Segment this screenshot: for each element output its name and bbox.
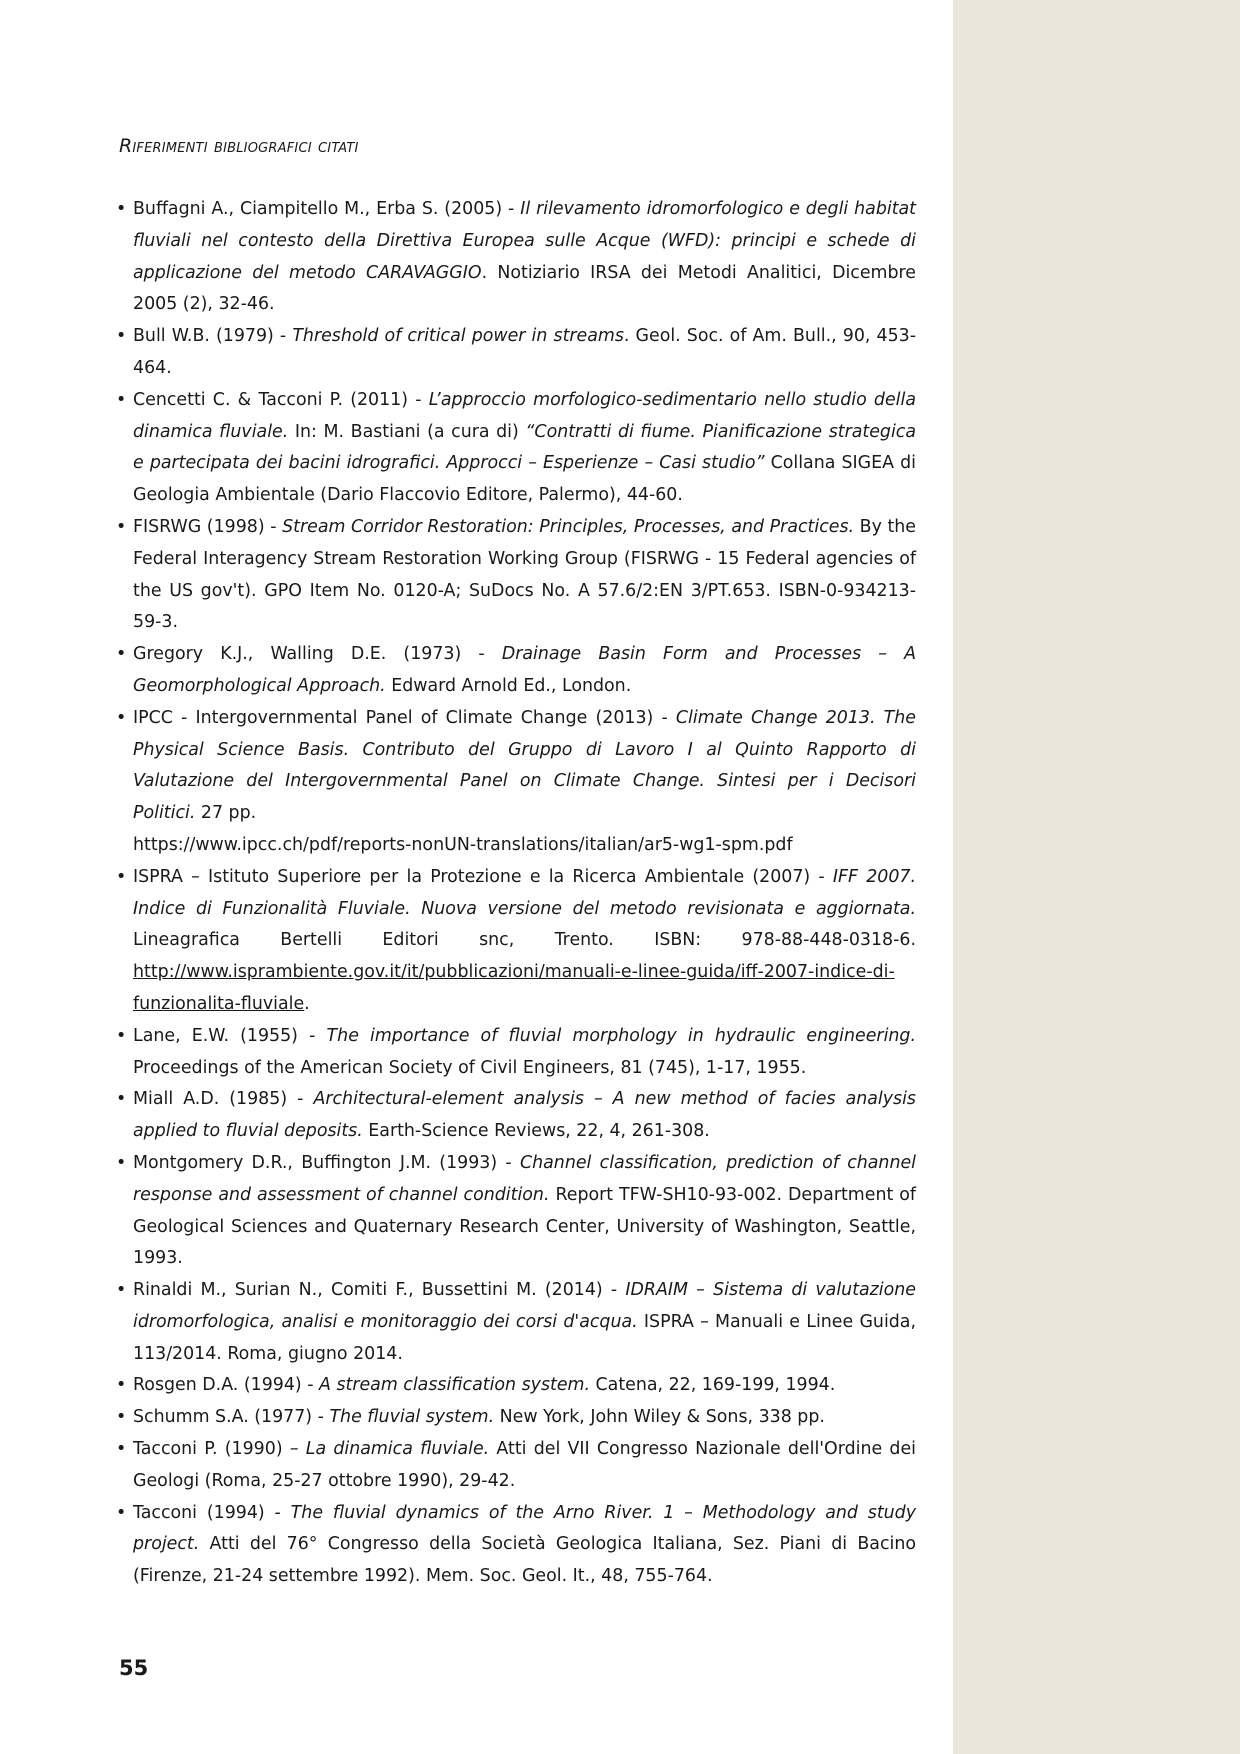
reference-source: Earth-Science Reviews, 22, 4, 261-308.: [362, 1121, 710, 1142]
reference-item: [116, 1370, 916, 1402]
reference-source-secondary: .: [304, 993, 310, 1014]
reference-authors: Tacconi P. (1990) –: [133, 1439, 306, 1460]
reference-item: [116, 862, 916, 1021]
reference-authors: Montgomery D.R., Buffington J.M. (1993) -: [133, 1152, 520, 1173]
reference-source: Catena, 22, 169-199, 1994.: [590, 1375, 836, 1396]
bullet-icon: •: [116, 1280, 127, 1301]
reference-authors: Bull W.B. (1979) -: [133, 326, 293, 347]
reference-authors: Gregory K.J., Walling D.E. (1973) -: [133, 644, 502, 665]
section-heading: Riferimenti bibliografici citati: [119, 135, 359, 157]
reference-item: [116, 1434, 916, 1498]
reference-item: [116, 321, 916, 385]
reference-item: [116, 1275, 916, 1370]
reference-source: Proceedings of the American Society of Civil Engineers, 81 (745), 1-17, 1955.: [133, 1057, 807, 1078]
page-number: 55: [119, 1656, 149, 1680]
reference-authors: Rinaldi M., Surian N., Comiti F., Bussettini M. (2014) -: [133, 1280, 626, 1301]
reference-title: IFF 2007. Indice di Funzionalità Fluviale. Nuova versione del metodo revisionata e aggiornata.: [133, 866, 916, 919]
bullet-icon: •: [116, 516, 127, 537]
reference-source: New York, John Wiley & Sons, 338 pp.: [494, 1407, 825, 1428]
reference-item: [116, 385, 916, 512]
bullet-icon: •: [116, 1502, 127, 1523]
reference-item: [116, 703, 916, 862]
reference-authors: Rosgen D.A. (1994) -: [133, 1375, 320, 1396]
reference-title: Channel classification, prediction of channel response and assessment of channel condition.: [133, 1152, 917, 1205]
reference-source-secondary: Collana SIGEA di Geologia Ambientale (Dario Flaccovio Editore, Palermo), 44-60.: [133, 453, 917, 506]
reference-url: https://www.ipcc.ch/pdf/reports-nonUN-translations/italian/ar5-wg1-spm.pdf: [133, 834, 793, 855]
decorative-side-band: [953, 0, 1240, 1754]
reference-authors: FISRWG (1998) -: [133, 516, 283, 537]
reference-item: [116, 512, 916, 639]
reference-authors: ISPRA – Istituto Superiore per la Protezione e la Ricerca Ambientale (2007) -: [133, 866, 833, 887]
bullet-icon: •: [116, 1375, 127, 1396]
reference-authors: Schumm S.A. (1977) -: [133, 1407, 330, 1428]
reference-authors: Miall A.D. (1985) -: [133, 1089, 314, 1110]
bullet-icon: •: [116, 1439, 127, 1460]
reference-source: Report TFW-SH10-93-002. Department of Geological Sciences and Quaternary Research Center, University of Washington, Seattle, 1993.: [133, 1184, 917, 1269]
bullet-icon: •: [116, 866, 127, 887]
reference-source: Atti del VII Congresso Nazionale dell'Ordine dei Geologi (Roma, 25-27 ottobre 1990), 29-42.: [133, 1439, 916, 1491]
reference-source: 27 pp.: [195, 803, 257, 824]
bullet-icon: •: [116, 199, 127, 219]
reference-title: The fluvial dynamics of the Arno River. 1 – Methodology and study project.: [133, 1502, 917, 1555]
bullet-icon: •: [116, 326, 127, 347]
reference-item: [116, 1498, 916, 1593]
reference-title: Drainage Basin Form and Processes – A Geomorphological Approach.: [133, 644, 917, 696]
reference-title: A stream classification system.: [319, 1375, 590, 1396]
bullet-icon: •: [116, 707, 127, 728]
reference-item: [116, 1148, 916, 1275]
reference-authors: IPCC - Intergovernmental Panel of Climate Change (2013) -: [133, 707, 676, 728]
reference-authors: Cencetti C. & Tacconi P. (2011) -: [133, 389, 429, 410]
reference-title: IDRAIM – Sistema di valutazione idromorfologica, analisi e monitoraggio dei corsi d'acqua.: [133, 1280, 916, 1332]
reference-link[interactable]: http://www.isprambiente.gov.it/it/pubblicazioni/manuali-e-linee-guida/iff-2007-indice-di-funzionalita-fluviale: [133, 962, 895, 1014]
reference-source: . Notiziario IRSA dei Metodi Analitici, Dicembre 2005 (2), 32-46.: [133, 262, 916, 315]
reference-title: The fluvial system.: [329, 1407, 495, 1428]
bullet-icon: •: [116, 389, 127, 410]
reference-title: L’approccio morfologico-sedimentario nello studio della dinamica fluviale.: [133, 389, 916, 442]
bullet-icon: •: [116, 1089, 127, 1110]
reference-title: La dinamica fluviale.: [305, 1439, 490, 1460]
reference-item: [116, 1084, 916, 1148]
reference-item: [116, 1402, 916, 1434]
reference-source: Atti del 76° Congresso della Società Geologica Italiana, Sez. Piani di Bacino (Firenze, 21-24 settembre 1992). Mem. Soc. Geol. It., 48, 755-764.: [133, 1534, 916, 1587]
reference-source: ISPRA – Manuali e Linee Guida, 113/2014. Roma, giugno 2014.: [133, 1311, 916, 1364]
reference-list: [116, 194, 916, 1593]
reference-title: Climate Change 2013. The Physical Science Basis. Contributo del Gruppo di Lavoro I al Quinto Rapporto di Valutazione del Intergovernmental Panel on Climate Change. Sintesi per i Decisori Politici.: [133, 707, 916, 824]
reference-source: Edward Arnold Ed., London.: [385, 675, 632, 696]
reference-item: [116, 639, 916, 703]
reference-title: Il rilevamento idromorfologico e degli habitat fluviali nel contesto della Direttiva Europea sulle Acque (WFD): principi e schede di applicazione del metodo CARAVAGGIO: [133, 199, 916, 283]
bullet-icon: •: [116, 644, 127, 665]
bullet-icon: •: [116, 1407, 127, 1428]
reference-authors: Lane, E.W. (1955) -: [133, 1025, 327, 1046]
reference-title: The importance of fluvial morphology in hydraulic engineering.: [326, 1025, 916, 1046]
reference-source: By the Federal Interagency Stream Restoration Working Group (FISRWG - 15 Federal agencies of the US gov't). GPO Item No. 0120-A; SuDocs No. A 57.6/2:EN 3/PT.653. ISBN-0-934213-59-3.: [133, 516, 916, 633]
bullet-icon: •: [116, 1152, 127, 1173]
reference-title-secondary: “Contratti di fiume. Pianificazione strategica e partecipata dei bacini idrografici. Approcci – Esperienze – Casi studio”: [133, 421, 916, 474]
reference-title: Stream Corridor Restoration: Principles, Processes, and Practices.: [282, 516, 855, 537]
bullet-icon: •: [116, 1025, 127, 1046]
reference-title: Threshold of critical power in streams: [292, 326, 624, 347]
reference-source: . Geol. Soc. of Am. Bull., 90, 453-464.: [133, 326, 916, 378]
reference-source: In: M. Bastiani (a cura di): [288, 421, 526, 442]
reference-source: Lineagrafica Bertelli Editori snc, Trento. ISBN: 978-88-448-0318-6.: [133, 930, 916, 951]
reference-authors: Buffagni A., Ciampitello M., Erba S. (2005) -: [133, 199, 521, 219]
reference-authors: Tacconi (1994) -: [133, 1502, 291, 1523]
reference-item: [116, 1021, 916, 1085]
reference-item: [116, 194, 916, 321]
reference-title: Architectural-element analysis – A new method of facies analysis applied to fluvial deposits.: [133, 1089, 916, 1142]
